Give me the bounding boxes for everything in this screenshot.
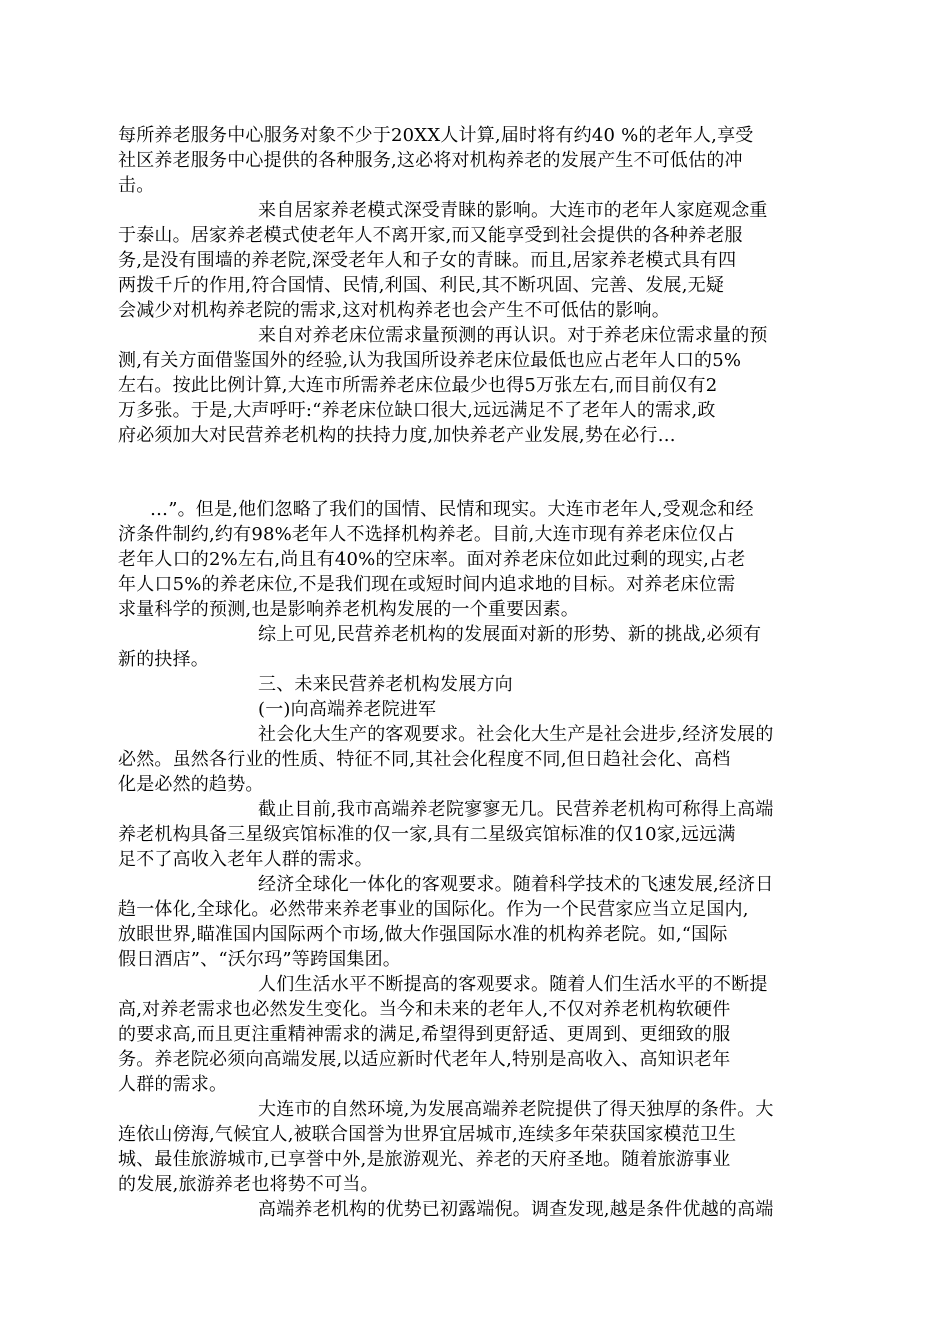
text-line: 高,对养老需求也必然发生变化。当今和未来的老年人,不仅对养老机构软硬件	[118, 999, 731, 1020]
text-line: 连依山傍海,气候宜人,被联合国誉为世界宜居城市,连续多年荣获国家模范卫生	[118, 1124, 737, 1145]
paragraph-start-line: 大连市的自然环境,为发展高端养老院提供了得天独厚的条件。大	[258, 1099, 774, 1120]
text-line: 击。	[118, 175, 155, 196]
text-line: 假日酒店”、“沃尔玛”等跨国集团。	[118, 949, 402, 970]
text-line: 府必须加大对民营养老机构的扶持力度,加快养老产业发展,势在必行…	[118, 425, 676, 446]
paragraph-start-line: 截止目前,我市高端养老院寥寥无几。民营养老机构可称得上高端	[258, 799, 774, 820]
paragraph-start-line: 社会化大生产的客观要求。社会化大生产是社会进步,经济发展的	[258, 724, 774, 745]
text-line: 趋一体化,全球化。必然带来养老事业的国际化。作为一个民营家应当立足国内,	[118, 899, 749, 920]
paragraph-start-line: 经济全球化一体化的客观要求。随着科学技术的飞速发展,经济日	[258, 874, 774, 895]
section-heading: 三、未来民营养老机构发展方向	[258, 674, 513, 695]
text-line: 会减少对机构养老院的需求,这对机构养老也会产生不可低估的影响。	[118, 300, 670, 321]
text-line: 每所养老服务中心服务对象不少于20XX人计算,届时将有约40 %的老年人,享受	[118, 125, 754, 146]
text-line: 足不了高收入老年人群的需求。	[118, 849, 373, 870]
paragraph-start-line: 高端养老机构的优势已初露端倪。调查发现,越是条件优越的高端	[258, 1199, 774, 1220]
text-line: 万多张。于是,大声呼吁:“养老床位缺口很大,远远满足不了老年人的需求,政	[118, 400, 716, 421]
text-line: 年人口5%的养老床位,不是我们现在或短时间内追求地的目标。对养老床位需	[118, 574, 736, 595]
text-line: 测,有关方面借鉴国外的经验,认为我国所设养老床位最低也应占老年人口的5%	[118, 350, 742, 371]
paragraph-start-line: 来自居家养老模式深受青睐的影响。大连市的老年人家庭观念重	[258, 200, 768, 221]
text-line: 济条件制约,约有98%老年人不选择机构养老。目前,大连市现有养老床位仅占	[118, 524, 735, 545]
subsection-heading: (一)向高端养老院进军	[258, 699, 437, 720]
text-line: 放眼世界,瞄准国内国际两个市场,做大作强国际水准的机构养老院。如,“国际	[118, 924, 728, 945]
paragraph-start-line: 综上可见,民营养老机构的发展面对新的形势、新的挑战,必须有	[258, 624, 762, 645]
text-line: 务。养老院必须向高端发展,以适应新时代老年人,特别是高收入、高知识老年	[118, 1049, 731, 1070]
text-line: 于泰山。居家养老模式使老年人不离开家,而又能享受到社会提供的各种养老服	[118, 225, 743, 246]
text-line: 的要求高,而且更注重精神需求的满足,希望得到更舒适、更周到、更细致的服	[118, 1024, 731, 1045]
text-line: 城、最佳旅游城市,已享誉中外,是旅游观光、养老的天府圣地。随着旅游事业	[118, 1149, 731, 1170]
text-line: 求量科学的预测,也是影响养老机构发展的一个重要因素。	[118, 599, 579, 620]
text-line: …”。但是,他们忽略了我们的国情、民情和现实。大连市老年人,受观念和经	[150, 499, 754, 520]
text-line: 的发展,旅游养老也将势不可当。	[118, 1174, 379, 1195]
text-line: 务,是没有围墙的养老院,深受老年人和子女的青睐。而且,居家养老模式具有四	[118, 250, 737, 271]
text-line: 必然。虽然各行业的性质、特征不同,其社会化程度不同,但日趋社会化、高档	[118, 749, 731, 770]
paragraph-start-line: 来自对养老床位需求量预测的再认识。对于养老床位需求量的预	[258, 325, 768, 346]
text-line: 养老机构具备三星级宾馆标准的仅一家,具有二星级宾馆标准的仅10家,远远满	[118, 824, 736, 845]
text-line: 社区养老服务中心提供的各种服务,这必将对机构养老的发展产生不可低估的冲	[118, 150, 743, 171]
text-line: 两拨千斤的作用,符合国情、民情,利国、利民,其不断巩固、完善、发展,无疑	[118, 275, 725, 296]
text-line: 化是必然的趋势。	[118, 774, 264, 795]
text-line: 人群的需求。	[118, 1074, 228, 1095]
text-line: 左右。按此比例计算,大连市所需养老床位最少也得5万张左右,而目前仅有2	[118, 375, 718, 396]
paragraph-start-line: 人们生活水平不断提高的客观要求。随着人们生活水平的不断提	[258, 974, 768, 995]
text-line: 老年人口的2%左右,尚且有40%的空床率。面对养老床位如此过剩的现实,占老	[118, 549, 746, 570]
text-line: 新的抉择。	[118, 649, 209, 670]
